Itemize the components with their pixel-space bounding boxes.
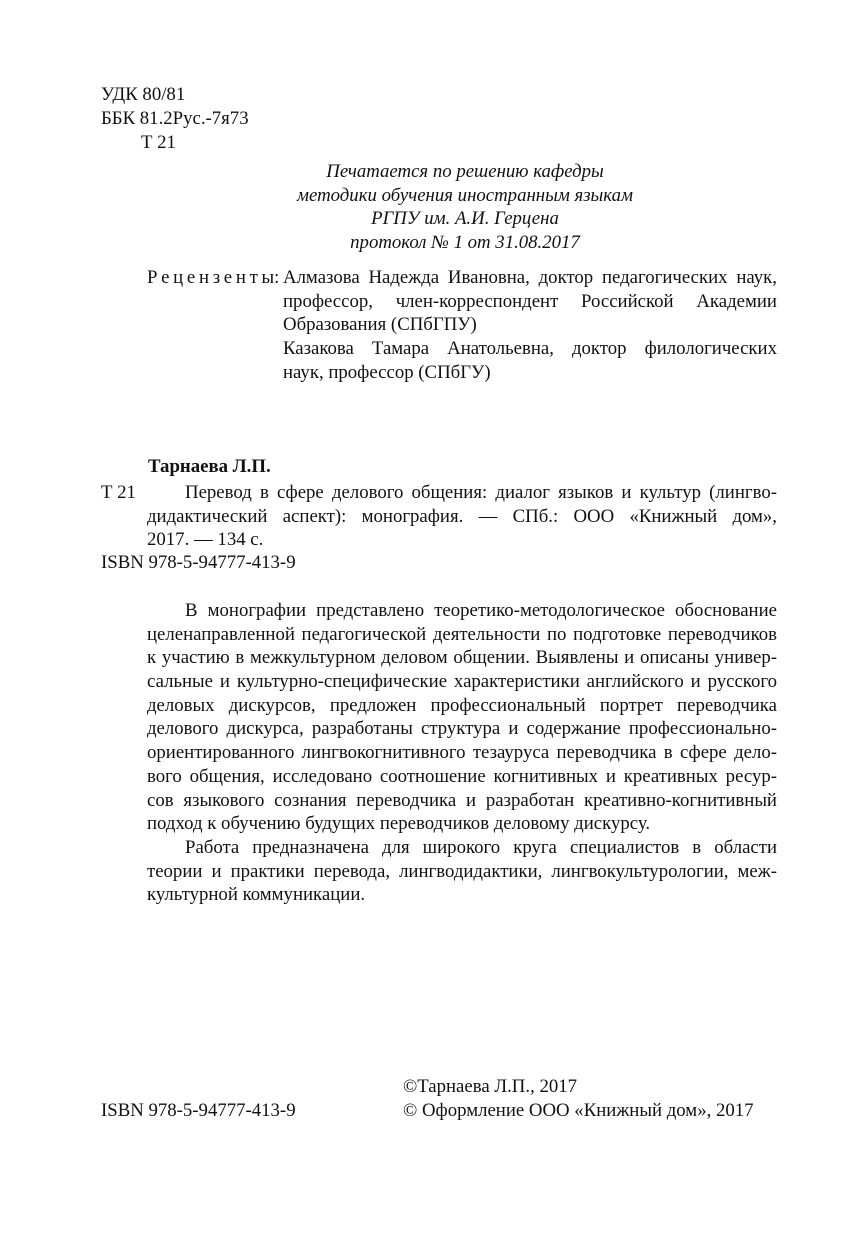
approval-note-line: РГПУ им. А.И. Герцена xyxy=(371,208,559,229)
abstract-line: В монографии представлено теоретико-методологическое обоснование xyxy=(185,600,777,621)
record-line: 2017. — 134 с. xyxy=(147,529,264,550)
abstract-line: делового дискурса, разработаны структура и содержание профессионально- xyxy=(147,718,777,740)
reviewers-list xyxy=(283,266,777,384)
abstract-line: деловых дискурсов, предложен профессиональный портрет переводчика xyxy=(147,694,777,716)
reviewer-line: наук, профессор (СПбГУ) xyxy=(283,361,491,383)
imprint-isbn: ISBN 978-5-94777-413-9 xyxy=(101,1100,296,1121)
abstract-line: вого общения, исследовано соотношение когнитивных и креативных ресур- xyxy=(147,765,777,787)
approval-note xyxy=(255,160,675,254)
abstract-line: культурной коммуникации. xyxy=(147,884,366,906)
reviewers-label: Р е ц е н з е н т ы: xyxy=(147,267,280,288)
abstract-line: сов языкового сознания переводчика и разработан креативно-когнитивный xyxy=(147,789,777,811)
bbk-code: ББК 81.2Рус.-7я73 xyxy=(101,108,249,129)
record-author-mark: Т 21 xyxy=(101,482,136,503)
abstract-line: подход к обучению будущих переводчиков деловому дискурсу. xyxy=(147,813,651,835)
abstract xyxy=(147,599,777,907)
record-author: Тарнаева Л.П. xyxy=(148,456,271,477)
abstract-line: теории и практики перевода, лингводидактики, лингвокультурологии, меж- xyxy=(147,860,777,882)
approval-note-line: Печатается по решению кафедры xyxy=(326,161,604,182)
reviewer-line: Казакова Тамара Анатольевна, доктор филологических xyxy=(283,338,777,360)
abstract-line: ориентированного лингвокогнитивного тезауруса переводчика в сфере дело- xyxy=(147,742,777,764)
abstract-line: целенаправленной педагогической деятельности по подготовке переводчиков xyxy=(147,623,777,645)
reviewer-line: Алмазова Надежда Ивановна, доктор педагогических наук, xyxy=(283,267,777,288)
abstract-line: Работа предназначена для широкого круга специалистов в области xyxy=(185,836,777,858)
abstract-line: к участию в межкультурном деловом общении. Выявлены и описаны универ- xyxy=(147,647,777,669)
record-line: дидактический аспект): монография. — СПб.: ООО «Книжный дом», xyxy=(147,505,777,527)
copyright-author: ©Тарнаева Л.П., 2017 xyxy=(403,1076,578,1097)
udk-code: УДК 80/81 xyxy=(101,84,186,105)
approval-note-line: протокол № 1 от 31.08.2017 xyxy=(350,231,580,253)
author-mark: Т 21 xyxy=(141,132,176,153)
reviewer-line: Образования (СПбГПУ) xyxy=(283,314,477,336)
record-isbn: ISBN 978-5-94777-413-9 xyxy=(101,552,296,573)
copyright-design: © Оформление ООО «Книжный дом», 2017 xyxy=(403,1100,754,1121)
reviewer-line: профессор, член-корреспондент Российской Академии xyxy=(283,290,777,312)
abstract-line: сальные и культурно-специфические характеристики английского и русского xyxy=(147,671,777,693)
approval-note-line: методики обучения иностранным языкам xyxy=(297,184,633,206)
record-line: Перевод в сфере делового общения: диалог языков и культур (лингво- xyxy=(185,482,777,503)
record-description xyxy=(147,481,777,552)
